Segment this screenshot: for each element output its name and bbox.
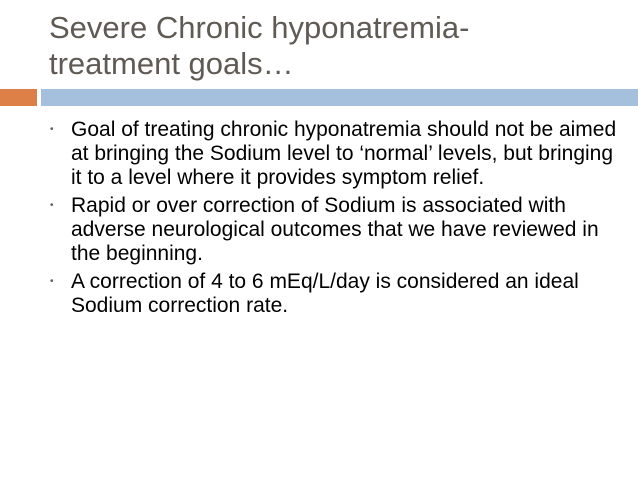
bullet-dot-icon: • bbox=[50, 276, 54, 287]
bullet-text: A correction of 4 to 6 mEq/L/day is considered an ideal Sodium correction rate. bbox=[71, 270, 579, 317]
title-accent-bar bbox=[0, 89, 37, 106]
bullet-item-1 bbox=[48, 118, 628, 190]
slide-title: Severe Chronic hyponatremia- treatment goals… bbox=[49, 10, 470, 81]
bullet-dot-icon: • bbox=[50, 200, 54, 211]
bullet-text: Goal of treating chronic hyponatremia should not be aimed at bringing the Sodium level to ‘normal’ levels, but bringing it to a level where it provides symptom relief. bbox=[71, 118, 617, 189]
bullet-item-3 bbox=[48, 270, 628, 318]
bullet-list bbox=[48, 118, 628, 322]
title-rule-bar bbox=[41, 89, 638, 106]
bullet-dot-icon: • bbox=[50, 124, 54, 135]
bullet-text: Rapid or over correction of Sodium is associated with adverse neurological outcomes that we have reviewed in the beginning. bbox=[71, 194, 599, 265]
bullet-item-2 bbox=[48, 194, 628, 266]
